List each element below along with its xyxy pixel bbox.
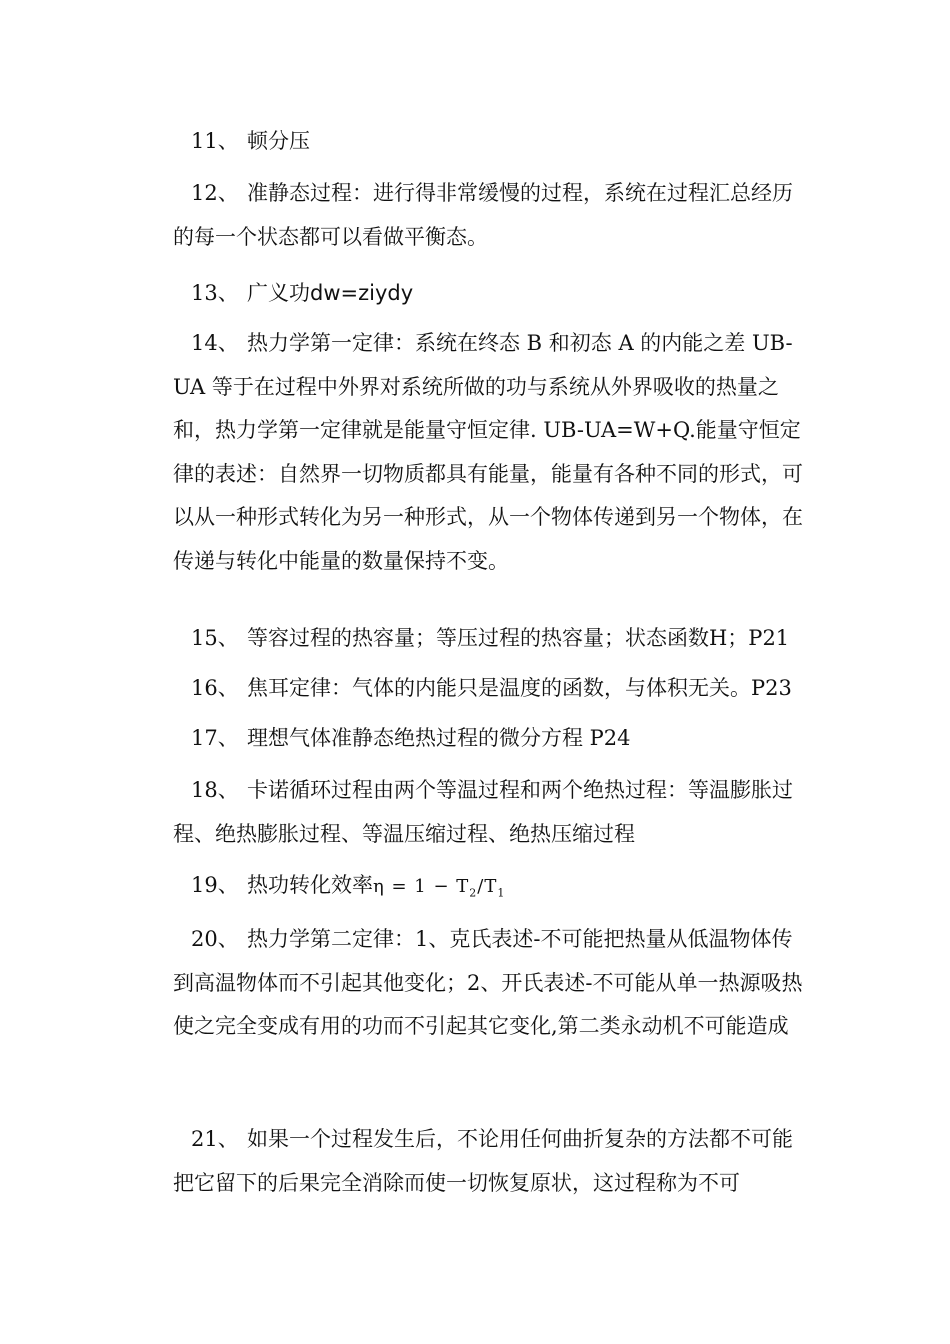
item-text: 焦耳定律：气体的内能只是温度的函数，与体积无关。P23 [247, 676, 792, 700]
item-text: 准静态过程：进行得非常缓慢的过程，系统在过程汇总经历的每一个状态都可以看做平衡态。 [173, 181, 793, 249]
item-11 [173, 120, 813, 164]
item-19 [173, 864, 813, 915]
item-text: 卡诺循环过程由两个等温过程和两个绝热过程：等温膨胀过程、绝热膨胀过程、等温压缩过程、绝热压缩过程 [173, 778, 793, 846]
work-formula: dw=ziydy [310, 281, 414, 305]
item-13 [173, 272, 813, 316]
item-21 [173, 1118, 813, 1205]
item-20 [173, 918, 813, 1049]
item-number: 16、 [191, 676, 239, 700]
efficiency-formula: $\eta = 1 - T_2/T_1$ [373, 876, 506, 900]
item-number: 20、 [191, 927, 239, 951]
item-number: 21、 [191, 1127, 239, 1151]
item-number: 12、 [191, 181, 239, 205]
item-text: 热力学第一定律：系统在终态 B 和初态 A 的内能之差 UB-UA 等于在过程中外界对系统所做的功与系统从外界吸收的热量之和，热力学第一定律就是能量守恒定律. UB-UA=W+Q.能量守恒定律的表述：自然界一切物质都具有能量，能量有各种不同的形式，可以从一种形式转化为另一种形式，从一个物体传递到另一个物体，在传递与转化中能量的数量保持不变。 [173, 331, 803, 573]
item-text: 热力学第二定律：1、克氏表述-不可能把热量从低温物体传到高温物体而不引起其他变化；2、开氏表述-不可能从单一热源吸热使之完全变成有用的功而不引起其它变化,第二类永动机不可能造成 [173, 927, 803, 1038]
item-text: 顿分压 [247, 129, 310, 153]
item-number: 13、 [191, 281, 239, 305]
item-number: 15、 [191, 626, 239, 650]
item-number: 19、 [191, 873, 239, 897]
item-15 [173, 617, 813, 661]
item-number: 11、 [191, 129, 239, 153]
item-14 [173, 322, 813, 583]
item-12 [173, 172, 813, 259]
item-text: 热功转化效率 [247, 873, 373, 897]
item-number: 17、 [191, 726, 239, 750]
item-text: 等容过程的热容量；等压过程的热容量；状态函数H；P21 [247, 626, 790, 650]
item-16 [173, 667, 813, 711]
item-text: 如果一个过程发生后，不论用任何曲折复杂的方法都不可能把它留下的后果完全消除而使一切恢复原状，这过程称为不可 [173, 1127, 793, 1195]
item-number: 14、 [191, 331, 239, 355]
item-number: 18、 [191, 778, 239, 802]
item-text: 广义功 [247, 281, 310, 305]
item-17 [173, 717, 813, 761]
item-18 [173, 769, 813, 856]
item-text: 理想气体准静态绝热过程的微分方程 P24 [247, 726, 631, 750]
